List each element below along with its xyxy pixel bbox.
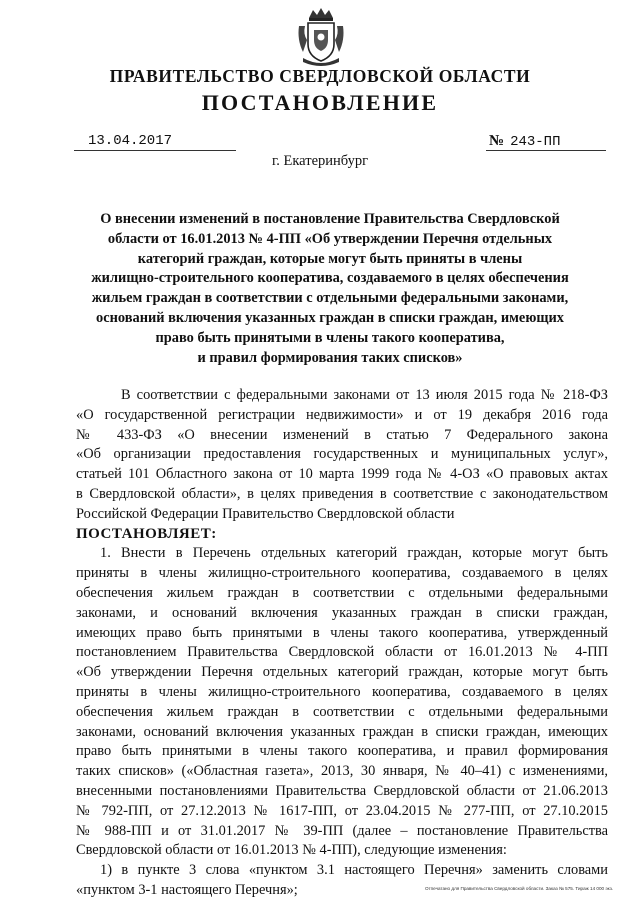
number-underline <box>486 150 606 151</box>
title-line: право быть принятыми в члены такого кооператива, <box>155 329 505 346</box>
print-footer: Отпечатано для Правительства Свердловской области. Заказ № 575. Тираж 14 000 экз. <box>425 886 614 891</box>
number-sign: № <box>489 133 505 149</box>
item1-line: приняты в члены жилищно-строительного кооператива, создаваемого в целях <box>76 565 608 582</box>
preamble-line: «О государственной регистрации недвижимости» и от 19 декабря 2016 года <box>76 406 608 423</box>
document-number-block <box>489 133 561 150</box>
item1-line: обеспечения жильем граждан в соответствии с отдельными федеральными <box>76 703 608 720</box>
preamble-line: № 433-ФЗ «О внесении изменений в статью 7 Федерального закона <box>76 426 608 443</box>
title-line: области от 16.01.2013 № 4-ПП «Об утверждении Перечня отдельных <box>107 230 553 247</box>
item1-line: право быть принятыми в члены такого кооператива, и правил формирования <box>76 743 608 760</box>
item1-line: внесенными постановлениями Правительства Свердловской области от 21.06.2013 <box>76 782 608 799</box>
coat-of-arms-icon <box>295 6 347 68</box>
document-date: 13.04.2017 <box>88 133 173 149</box>
item1-line: № 988-ПП и от 31.01.2017 № 39-ПП (далее – постановление Правительства <box>76 822 608 839</box>
item1-line: Свердловской области от 16.01.2013 № 4-ПП), следующие изменения: <box>76 842 507 859</box>
title-line: оснований включения указанных граждан в списки граждан, имеющих <box>96 309 564 326</box>
item1-line: законами, и оснований включения указанных граждан в списки граждан, <box>76 604 608 621</box>
city: г. Екатеринбург <box>271 153 369 169</box>
preamble-line: «Об организации предоставления государственных и муниципальных услуг», <box>76 446 608 463</box>
document-type: ПОСТАНОВЛЕНИЕ <box>201 90 439 115</box>
item1-line: «Об утверждении Перечня отдельных категорий граждан, которые могут быть <box>76 664 608 681</box>
title-line: О внесении изменений в постановление Правительства Свердловской <box>100 211 560 227</box>
date-underline <box>74 150 236 151</box>
item1-line: обеспечения жильем граждан в соответствии с отдельными федеральными <box>76 584 608 601</box>
title-line: категорий граждан, которые могут быть приняты в члены <box>137 250 523 267</box>
item1-line: таких списков» («Областная газета», 2013, 30 января, № 40–41) с изменениями, <box>76 763 608 780</box>
title-line: жилищно-строительного кооператива, создаваемого в целях обеспечения <box>91 270 569 287</box>
preamble-line: Российской Федерации Правительство Свердловской области <box>76 505 455 522</box>
preamble-line: в Свердловской области», в целях приведения в соответствие с законодательством <box>76 485 608 502</box>
subitem1-line: «пунктом 3-1 настоящего Перечня»; <box>76 881 298 898</box>
item1-line: приняты в члены жилищно-строительного кооператива, создаваемого в целях <box>76 683 608 700</box>
item1-line: 1. Внести в Перечень отдельных категорий граждан, которые могут быть <box>100 545 608 562</box>
preamble-line: В соответствии с федеральными законами от 13 июля 2015 года № 218-ФЗ <box>121 387 608 403</box>
item1-line: законами, оснований включения указанных граждан в списки граждан, имеющих <box>76 723 608 740</box>
organization-name: ПРАВИТЕЛЬСТВО СВЕРДЛОВСКОЙ ОБЛАСТИ <box>109 66 531 86</box>
document-title <box>70 210 590 368</box>
item1-line: постановлением Правительства Свердловской области от 16.01.2013 № 4-ПП <box>76 644 608 661</box>
item1-line: № 792-ПП, от 27.12.2013 № 1617-ПП, от 23.04.2015 № 277-ПП, от 27.10.2015 <box>76 802 608 819</box>
document-body <box>76 386 608 901</box>
decree-word: ПОСТАНОВЛЯЕТ: <box>76 525 217 542</box>
title-line: и правил формирования таких списков» <box>197 349 463 366</box>
subitem1-line: 1) в пункте 3 слова «пунктом 3.1 настоящего Перечня» заменить словами <box>100 862 608 879</box>
preamble-line: статьей 101 Областного закона от 10 марта 1999 года № 4-ОЗ «О правовых актах <box>76 466 608 483</box>
item1-line: имеющих право быть принятыми в члены такого кооператива, утвержденный <box>76 624 608 641</box>
document-number: 243-ПП <box>510 134 561 150</box>
title-line: жильем граждан в соответствии с отдельными федеральными законами, <box>91 290 569 307</box>
